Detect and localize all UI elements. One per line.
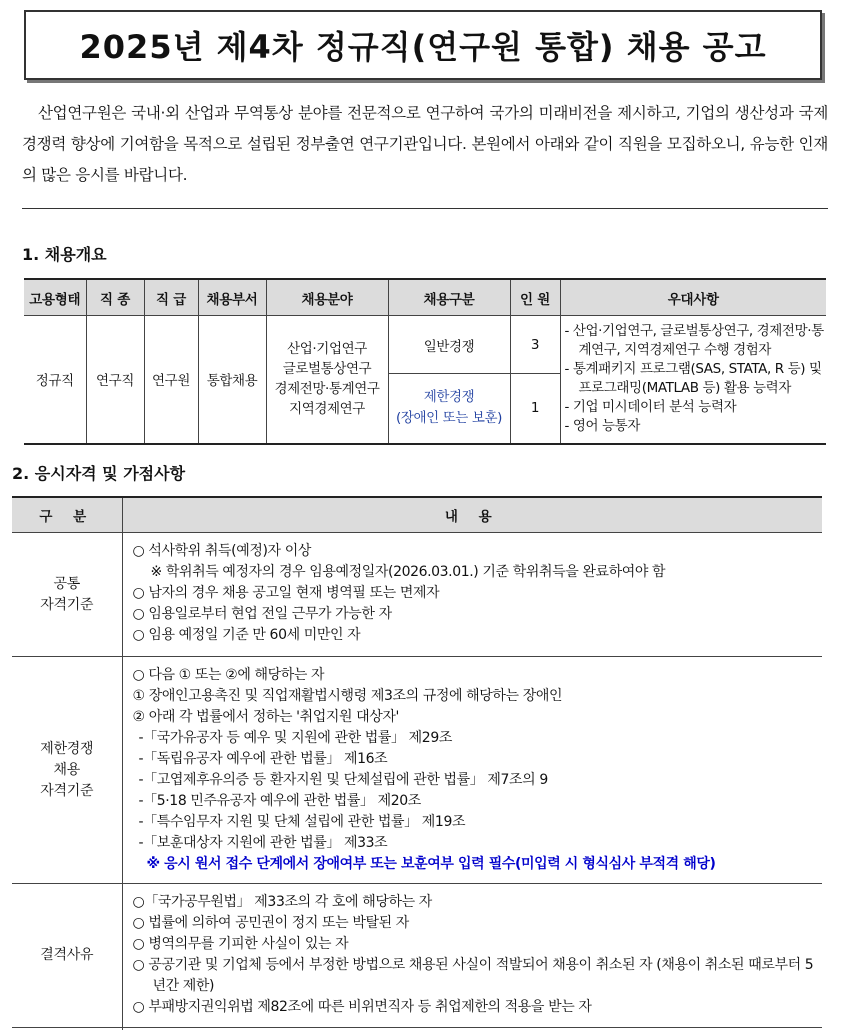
label-common-qualification	[12, 533, 122, 657]
field-line: 글로벌통상연구	[282, 361, 372, 378]
limited-line: 제한경쟁	[423, 389, 475, 406]
cell-preferences	[560, 316, 826, 444]
section1-title: 1. 채용개요	[22, 245, 107, 264]
header-category: 채용구분	[388, 279, 510, 316]
list-item: ○「국가공무원법」 제33조의 각 호에 해당하는 자	[132, 894, 432, 910]
cell-limited-competition	[388, 374, 510, 444]
cell-rank: 연구원	[144, 316, 198, 444]
header-headcount: 인 원	[510, 279, 560, 316]
content-limited-qualification	[122, 657, 822, 884]
list-item: ○ 다음 ① 또는 ②에 해당하는 자	[132, 667, 325, 683]
header-rank: 직 급	[144, 279, 198, 316]
label-line: 공통	[53, 575, 80, 592]
divider	[22, 208, 828, 209]
note-item: ※ 학위취득 예정자의 경우 임용예정일자(2026.03.01.) 기준 학위취득을 완료하여야 함	[150, 564, 666, 580]
content-common-qualification	[122, 533, 822, 657]
list-item: ○ 석사학위 취득(예정)자 이상	[132, 543, 311, 559]
cell-department: 통합채용	[198, 316, 266, 444]
section2-title: 2. 응시자격 및 가점사항	[12, 464, 186, 483]
header-preferences: 우대사항	[560, 279, 826, 316]
header-department: 채용부서	[198, 279, 266, 316]
list-item: ① 장애인고용촉진 및 직업재활법시행령 제3조의 규정에 해당하는 장애인	[132, 688, 563, 704]
cell-limited-count: 1	[510, 374, 560, 444]
law-item: -「특수임무자 지원 및 단체 설립에 관한 법률」 제19조	[138, 814, 466, 830]
limited-line: (장애인 또는 보훈)	[395, 410, 502, 427]
table-row	[24, 316, 826, 374]
field-line: 지역경제연구	[289, 401, 365, 418]
qualification-table	[12, 496, 822, 1028]
table-row	[12, 884, 822, 1028]
preference-item: - 기업 미시데이터 분석 능력자	[564, 399, 737, 416]
header-field: 채용분야	[266, 279, 388, 316]
label-line: 자격기준	[40, 596, 94, 613]
cell-field	[266, 316, 388, 444]
law-item: -「독립유공자 예우에 관한 법률」 제16조	[138, 751, 388, 767]
cell-general-count: 3	[510, 316, 560, 374]
field-line: 산업·기업연구	[287, 341, 367, 358]
label-disqualification: 결격사유	[12, 884, 122, 1028]
list-item: ○ 법률에 의하여 공민권이 정지 또는 박탈된 자	[132, 915, 409, 931]
list-item: ○ 공공기관 및 기업체 등에서 부정한 방법으로 채용된 사실이 적발되어 채용이 취소된 자 (채용이 취소된 때로부터 5년간 제한)	[132, 957, 814, 994]
list-item: ○ 부패방지권익위법 제82조에 따른 비위면직자 등 취업제한의 적용을 받는 자	[132, 999, 592, 1015]
law-item: -「국가유공자 등 예우 및 지원에 관한 법률」 제29조	[138, 730, 452, 746]
cell-job-type: 연구직	[86, 316, 144, 444]
header-category: 구 분	[12, 497, 122, 533]
law-item: -「5·18 민주유공자 예우에 관한 법률」 제20조	[138, 793, 421, 809]
header-job-type: 직 종	[86, 279, 144, 316]
intro-paragraph: 산업연구원은 국내·외 산업과 무역통상 분야를 전문적으로 연구하여 국가의 미래비전을 제시하고, 기업의 생산성과 국제 경쟁력 향상에 기여함을 목적으로 설립된 정부출연 연구기관입니다. 본원에서 아래와 같이 직원을 모집하오니, 유능한 인재의 많은 응시를 바랍니다.	[22, 104, 828, 184]
law-item: -「고엽제후유의증 등 환자지원 및 단체설립에 관한 법률」 제7조의 9	[138, 772, 548, 788]
header-content: 내 용	[122, 497, 822, 533]
label-line: 자격기준	[40, 782, 94, 799]
table-row	[12, 657, 822, 884]
content-disqualification	[122, 884, 822, 1028]
cell-employment-type: 정규직	[24, 316, 86, 444]
label-line: 채용	[53, 761, 80, 778]
table-header-row	[12, 497, 822, 533]
preference-item: - 영어 능통자	[564, 418, 640, 435]
page-title: 2025년 제4차 정규직(연구원 통합) 채용 공고	[24, 10, 822, 80]
preference-item: - 통계패키지 프로그램(SAS, STATA, R 등) 및 프로그래밍(MATLAB 등) 활용 능력자	[564, 361, 822, 397]
cell-general-competition: 일반경쟁	[388, 316, 510, 374]
table-header-row	[24, 279, 826, 316]
table-row	[12, 533, 822, 657]
list-item: ○ 병역의무를 기피한 사실이 있는 자	[132, 936, 349, 952]
list-item: ○ 임용 예정일 기준 만 60세 미만인 자	[132, 627, 361, 643]
law-item: -「보훈대상자 지원에 관한 법률」 제33조	[138, 835, 388, 851]
header-employment-type: 고용형태	[24, 279, 86, 316]
list-item: ○ 남자의 경우 채용 공고일 현재 병역필 또는 면제자	[132, 585, 440, 601]
field-line: 경제전망·통계연구	[274, 381, 380, 398]
label-limited-qualification	[12, 657, 122, 884]
preference-item: - 산업·기업연구, 글로벌통상연구, 경제전망·통계연구, 지역경제연구 수행 경험자	[564, 323, 824, 359]
label-line: 제한경쟁	[40, 740, 94, 757]
next-row-partial	[12, 1018, 822, 1030]
required-input-note: ※ 응시 원서 접수 단계에서 장애여부 또는 보훈여부 입력 필수(미입력 시 형식심사 부적격 해당)	[146, 856, 716, 872]
recruitment-overview-table	[24, 278, 826, 445]
list-item: ② 아래 각 법률에서 정하는 '취업지원 대상자'	[132, 709, 399, 725]
list-item: ○ 임용일로부터 현업 전일 근무가 가능한 자	[132, 606, 392, 622]
